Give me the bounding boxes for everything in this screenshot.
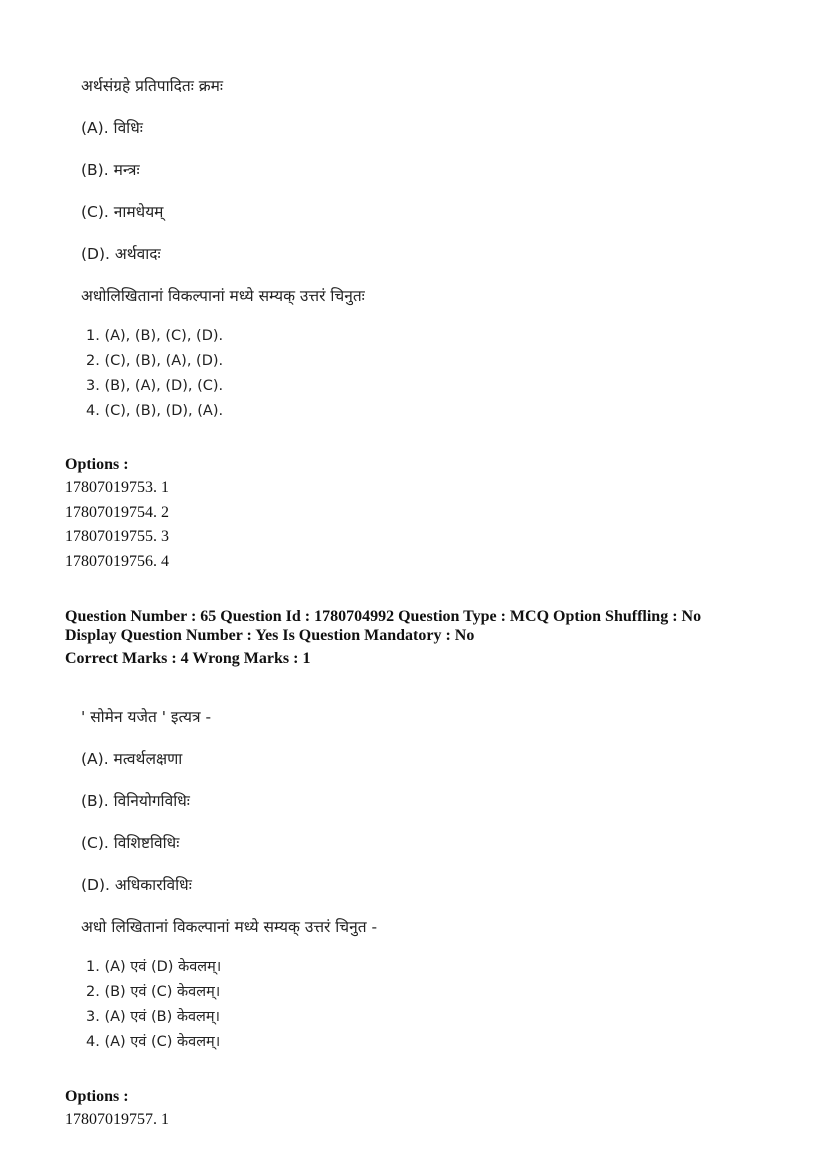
q65-meta-line3: Correct Marks : 4 Wrong Marks : 1 — [65, 650, 311, 667]
q64-option-1: 17807019753. 1 — [65, 479, 169, 496]
q64-option-2: 17807019754. 2 — [65, 503, 169, 521]
q64-choice-4: 4. (C), (B), (D), (A). — [86, 403, 224, 419]
q64-choice-1: 1. (A), (B), (C), (D). — [86, 328, 224, 344]
q64-statement-a: (A). विधिः — [81, 119, 143, 137]
q65-choice-2: 2. (B) एवं (C) केवलम्। — [86, 984, 221, 1000]
q65-statement-c: (C). विशिष्टविधिः — [81, 834, 180, 852]
q64-option-3: 17807019755. 3 — [65, 528, 169, 545]
q65-stem: ' सोमेन यजेत ' इत्यत्र - — [81, 708, 212, 726]
q65-meta-line1: Question Number : 65 Question Id : 1780704992 Question Type : MCQ Option Shuffling : No — [65, 608, 702, 625]
q65-meta-line2: Display Question Number : Yes Is Question Mandatory : No — [65, 627, 475, 644]
q65-choice-3: 3. (A) एवं (B) केवलम्। — [86, 1009, 221, 1025]
q64-stem: अर्थसंग्रहे प्रतिपादितः क्रमः — [81, 77, 224, 95]
q64-option-4: 17807019756. 4 — [65, 552, 169, 570]
q65-statement-b: (B). विनियोगविधिः — [81, 792, 190, 810]
q65-statement-d: (D). अधिकारविधिः — [81, 876, 192, 894]
q64-statement-d: (D). अर्थवादः — [81, 245, 161, 263]
q65-choice-list — [86, 955, 221, 1055]
q65-options-label: Options : — [65, 1088, 129, 1105]
q65-option-1: 17807019757. 1 — [65, 1111, 169, 1128]
q65-instruction: अधो लिखितानां विकल्पानां मध्ये सम्यक् उत्तरं चिनुत - — [81, 918, 378, 936]
q64-choice-2: 2. (C), (B), (A), (D). — [86, 353, 224, 369]
q65-choice-4: 4. (A) एवं (C) केवलम्। — [86, 1034, 221, 1050]
q65-statement-a: (A). मत्वर्थलक्षणा — [81, 750, 183, 768]
q64-choice-3: 3. (B), (A), (D), (C). — [86, 378, 224, 394]
q64-statement-b: (B). मन्त्रः — [81, 161, 140, 179]
q64-instruction: अधोलिखितानां विकल्पानां मध्ये सम्यक् उत्तरं चिनुतः — [81, 287, 365, 305]
q65-choice-1: 1. (A) एवं (D) केवलम्। — [86, 959, 222, 975]
q64-options-label: Options : — [65, 456, 129, 473]
q64-option-list — [65, 476, 169, 574]
q64-choice-list — [86, 324, 223, 424]
q64-statement-c: (C). नामधेयम् — [81, 203, 164, 221]
q65-option-list — [65, 1108, 169, 1133]
